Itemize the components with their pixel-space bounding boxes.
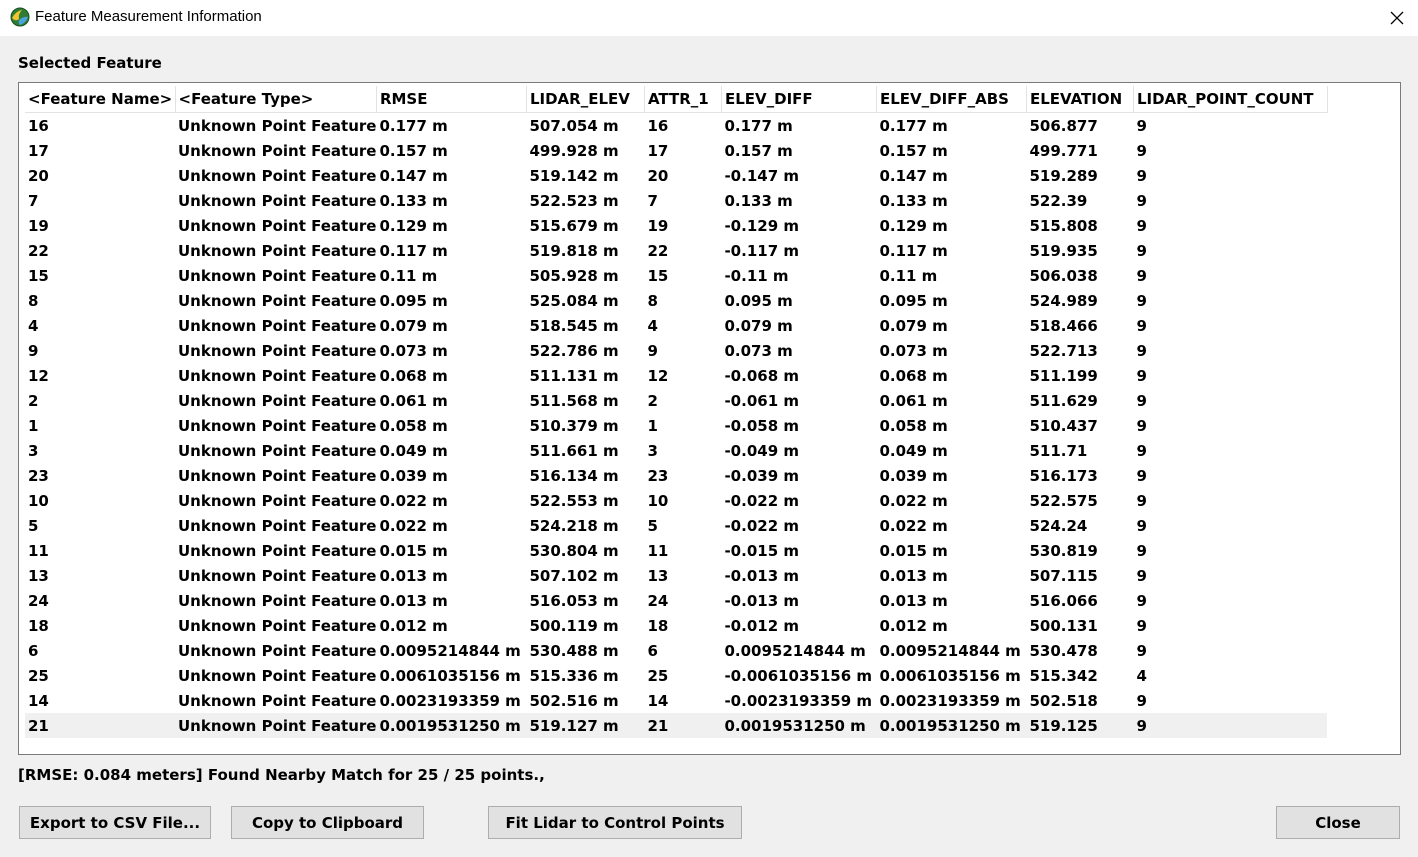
table-cell: 0.133 m xyxy=(879,191,948,210)
table-cell: 7 xyxy=(647,191,658,210)
table-row[interactable] xyxy=(25,213,1327,238)
table-cell: 23 xyxy=(28,466,49,485)
table-cell: 0.068 m xyxy=(879,366,948,385)
table-cell: Unknown Point Feature xyxy=(178,416,377,435)
table-cell: 0.0061035156 m xyxy=(879,666,1021,685)
table-cell: Unknown Point Feature xyxy=(178,516,377,535)
table-cell: 0.0019531250 m xyxy=(876,713,1026,738)
table-cell: 25 xyxy=(28,666,49,685)
table-cell: 13 xyxy=(647,566,669,585)
table-cell: 519.125 xyxy=(1026,713,1133,738)
table-cell: 0.022 m xyxy=(879,491,948,510)
table-cell: 6 xyxy=(28,641,39,660)
table-cell: 0.079 m xyxy=(879,316,948,335)
table-cell: Unknown Point Feature xyxy=(178,241,377,260)
table-row[interactable] xyxy=(25,163,1327,188)
table-cell: 524.989 xyxy=(1029,291,1098,310)
table-cell: 0.095 m xyxy=(379,291,448,310)
column-header[interactable]: ELEVATION xyxy=(1026,86,1133,113)
table-cell: 0.049 m xyxy=(379,441,448,460)
table-cell: -0.022 m xyxy=(724,491,799,510)
table-row[interactable] xyxy=(25,663,1327,688)
table-cell: 511.199 xyxy=(1029,366,1098,385)
table-cell: 0.177 m xyxy=(379,116,448,135)
table-cell: 21 xyxy=(644,713,721,738)
table-cell: Unknown Point Feature xyxy=(178,441,377,460)
table-row[interactable] xyxy=(25,263,1327,288)
table-cell: 9 xyxy=(1136,216,1147,235)
table-cell: 23 xyxy=(647,466,669,485)
table-cell: 9 xyxy=(1136,341,1147,360)
table-cell: 5 xyxy=(28,516,39,535)
table-cell: 0.073 m xyxy=(724,341,793,360)
table-cell: 507.054 m xyxy=(529,116,619,135)
close-icon[interactable] xyxy=(1383,4,1411,32)
table-cell: 518.466 xyxy=(1029,316,1098,335)
table-cell: 20 xyxy=(647,166,669,185)
table-cell: 9 xyxy=(1136,166,1147,185)
table-cell: 9 xyxy=(647,341,658,360)
table-cell: Unknown Point Feature xyxy=(178,291,377,310)
table-cell: 0.177 m xyxy=(879,116,948,135)
table-cell: Unknown Point Feature xyxy=(178,691,377,710)
table-cell: 515.808 xyxy=(1029,216,1098,235)
table-cell: 499.928 m xyxy=(529,141,619,160)
table-cell: 0.177 m xyxy=(724,116,793,135)
table-cell: 21 xyxy=(25,713,175,738)
table-cell: 0.157 m xyxy=(724,141,793,160)
table-cell: 505.928 m xyxy=(529,266,619,285)
table-cell: 507.115 xyxy=(1029,566,1098,585)
table-cell: 0.061 m xyxy=(879,391,948,410)
table-cell: 516.173 xyxy=(1029,466,1098,485)
table-cell: 0.049 m xyxy=(879,441,948,460)
table-cell: -0.015 m xyxy=(724,541,799,560)
table-cell: 0.0095214844 m xyxy=(379,641,521,660)
table-cell: 16 xyxy=(28,116,49,135)
table-cell: 515.336 m xyxy=(529,666,619,685)
title-bar xyxy=(0,0,1418,36)
table-cell: 530.478 xyxy=(1029,641,1098,660)
table-cell: 0.012 m xyxy=(379,616,448,635)
table-cell: 24 xyxy=(28,591,49,610)
table-cell: 9 xyxy=(1136,541,1147,560)
globe-app-icon xyxy=(10,7,30,27)
table-cell: 0.117 m xyxy=(379,241,448,260)
table-cell: -0.049 m xyxy=(724,441,799,460)
table-cell: Unknown Point Feature xyxy=(178,641,377,660)
column-header[interactable]: <Feature Name> xyxy=(25,86,175,113)
table-cell: 524.218 m xyxy=(529,516,619,535)
table-cell: 0.061 m xyxy=(379,391,448,410)
table-cell: 0.079 m xyxy=(379,316,448,335)
table-cell: -0.061 m xyxy=(724,391,799,410)
table-cell: 15 xyxy=(647,266,669,285)
table-row[interactable] xyxy=(25,363,1327,388)
table-cell: 519.935 xyxy=(1029,241,1098,260)
table-cell: 0.073 m xyxy=(879,341,948,360)
table-cell: 0.039 m xyxy=(879,466,948,485)
table-cell: 1 xyxy=(28,416,39,435)
table-cell: 522.575 xyxy=(1029,491,1098,510)
table-cell: 9 xyxy=(1136,316,1147,335)
table-cell: 522.553 m xyxy=(529,491,619,510)
table-cell: 9 xyxy=(1136,391,1147,410)
table-cell: 14 xyxy=(28,691,49,710)
table-cell: 511.661 m xyxy=(529,441,619,460)
table-cell: 530.488 m xyxy=(529,641,619,660)
table-cell: 0.147 m xyxy=(879,166,948,185)
table-cell: 24 xyxy=(647,591,669,610)
table-cell: 0.073 m xyxy=(379,341,448,360)
table-cell: 0.012 m xyxy=(879,616,948,635)
table-cell: -0.0061035156 m xyxy=(724,666,873,685)
table-header-row xyxy=(25,86,1327,113)
table-body xyxy=(25,113,1327,739)
table-cell: Unknown Point Feature xyxy=(178,166,377,185)
column-header[interactable]: ELEV_DIFF xyxy=(721,86,876,113)
table-cell: 17 xyxy=(647,141,669,160)
table-cell: 518.545 m xyxy=(529,316,619,335)
table-cell: 0.0019531250 m xyxy=(721,713,876,738)
table-cell: 516.066 xyxy=(1029,591,1098,610)
table-cell: 0.11 m xyxy=(879,266,938,285)
table-cell: 8 xyxy=(28,291,39,310)
table-row[interactable] xyxy=(25,638,1327,663)
table-cell: 507.102 m xyxy=(529,566,619,585)
table-cell: 0.147 m xyxy=(379,166,448,185)
table-cell: 10 xyxy=(28,491,49,510)
table-cell: Unknown Point Feature xyxy=(178,466,377,485)
table-cell: 0.129 m xyxy=(379,216,448,235)
table-cell: 0.0023193359 m xyxy=(879,691,1021,710)
table-row[interactable] xyxy=(25,238,1327,263)
table-cell: 0.157 m xyxy=(879,141,948,160)
table-cell: 519.289 xyxy=(1029,166,1098,185)
table-cell: 11 xyxy=(647,541,669,560)
table-row[interactable] xyxy=(25,138,1327,163)
feature-table-frame[interactable] xyxy=(18,82,1401,755)
table-cell: 17 xyxy=(28,141,49,160)
table-cell: 2 xyxy=(647,391,658,410)
table-cell: 0.022 m xyxy=(379,491,448,510)
column-header[interactable]: RMSE xyxy=(376,86,526,113)
table-cell: 2 xyxy=(28,391,39,410)
table-cell: 530.804 m xyxy=(529,541,619,560)
table-cell: 0.013 m xyxy=(879,591,948,610)
window-title: Feature Measurement Information xyxy=(35,8,262,25)
table-cell: 500.119 m xyxy=(529,616,619,635)
feature-table[interactable] xyxy=(25,86,1328,738)
table-cell: Unknown Point Feature xyxy=(178,216,377,235)
table-cell: -0.058 m xyxy=(724,416,799,435)
table-cell: 4 xyxy=(1136,666,1147,685)
table-cell: 0.0019531250 m xyxy=(376,713,526,738)
table-cell: Unknown Point Feature xyxy=(178,116,377,135)
table-row[interactable] xyxy=(25,388,1327,413)
table-cell: 510.379 m xyxy=(529,416,619,435)
table-cell: Unknown Point Feature xyxy=(178,316,377,335)
table-cell: -0.013 m xyxy=(724,566,799,585)
table-cell: 25 xyxy=(647,666,669,685)
column-header[interactable]: LIDAR_ELEV xyxy=(526,86,644,113)
table-cell: 18 xyxy=(647,616,669,635)
table-cell: 10 xyxy=(647,491,669,510)
table-cell: -0.068 m xyxy=(724,366,799,385)
column-header[interactable]: ATTR_1 xyxy=(644,86,721,113)
table-cell: -0.013 m xyxy=(724,591,799,610)
table-cell: 502.516 m xyxy=(529,691,619,710)
table-cell: 4 xyxy=(28,316,39,335)
table-cell: 11 xyxy=(28,541,49,560)
table-cell: 9 xyxy=(1136,491,1147,510)
table-row[interactable] xyxy=(25,188,1327,213)
column-header[interactable]: <Feature Type> xyxy=(175,86,376,113)
table-cell: Unknown Point Feature xyxy=(178,666,377,685)
table-cell: 515.679 m xyxy=(529,216,619,235)
table-cell: Unknown Point Feature xyxy=(178,341,377,360)
table-cell: 0.015 m xyxy=(879,541,948,560)
table-cell: 511.131 m xyxy=(529,366,619,385)
table-row[interactable] xyxy=(25,438,1327,463)
table-cell: 9 xyxy=(28,341,39,360)
table-cell: 511.629 xyxy=(1029,391,1098,410)
table-cell: 500.131 xyxy=(1029,616,1098,635)
table-cell: Unknown Point Feature xyxy=(178,366,377,385)
table-cell: Unknown Point Feature xyxy=(178,541,377,560)
table-cell: 511.568 m xyxy=(529,391,619,410)
table-cell: 519.127 m xyxy=(526,713,644,738)
table-row[interactable] xyxy=(25,338,1327,363)
close-button[interactable]: Close xyxy=(1276,806,1400,839)
table-cell: 22 xyxy=(28,241,49,260)
table-cell: 9 xyxy=(1136,241,1147,260)
table-cell: -0.129 m xyxy=(724,216,799,235)
table-cell: 0.133 m xyxy=(724,191,793,210)
table-row[interactable] xyxy=(25,113,1327,139)
group-label: Selected Feature xyxy=(18,54,162,72)
table-cell: -0.117 m xyxy=(724,241,799,260)
table-row[interactable] xyxy=(25,413,1327,438)
table-cell: 9 xyxy=(1136,416,1147,435)
table-cell: 0.0061035156 m xyxy=(379,666,521,685)
table-cell: 13 xyxy=(28,566,49,585)
table-cell: 9 xyxy=(1136,566,1147,585)
table-cell: 522.786 m xyxy=(529,341,619,360)
table-cell: 9 xyxy=(1136,516,1147,535)
table-cell: 4 xyxy=(647,316,658,335)
table-cell: 9 xyxy=(1136,141,1147,160)
table-cell: 0.095 m xyxy=(879,291,948,310)
table-cell: 19 xyxy=(28,216,49,235)
table-cell: 9 xyxy=(1133,713,1327,738)
export-csv-button[interactable]: Export to CSV File... xyxy=(19,806,211,839)
table-cell: Unknown Point Feature xyxy=(178,391,377,410)
table-cell: 0.013 m xyxy=(879,566,948,585)
table-cell: 0.058 m xyxy=(879,416,948,435)
table-cell: Unknown Point Feature xyxy=(175,713,376,738)
table-cell: 7 xyxy=(28,191,39,210)
table-cell: Unknown Point Feature xyxy=(178,491,377,510)
table-cell: -0.039 m xyxy=(724,466,799,485)
table-cell: 519.818 m xyxy=(529,241,619,260)
table-cell: 515.342 xyxy=(1029,666,1098,685)
table-cell: 0.058 m xyxy=(379,416,448,435)
table-cell: 9 xyxy=(1136,266,1147,285)
table-cell: 0.133 m xyxy=(379,191,448,210)
table-cell: 506.877 xyxy=(1029,116,1098,135)
copy-clipboard-button[interactable]: Copy to Clipboard xyxy=(231,806,424,839)
table-cell: 0.039 m xyxy=(379,466,448,485)
table-cell: 522.39 xyxy=(1029,191,1088,210)
table-row[interactable] xyxy=(25,563,1327,588)
table-cell: 522.523 m xyxy=(529,191,619,210)
table-cell: 0.11 m xyxy=(379,266,438,285)
table-cell: 3 xyxy=(647,441,658,460)
table-cell: 519.142 m xyxy=(529,166,619,185)
table-cell: 9 xyxy=(1136,366,1147,385)
table-cell: 511.71 xyxy=(1029,441,1088,460)
table-cell: 516.134 m xyxy=(529,466,619,485)
table-cell: 1 xyxy=(647,416,658,435)
table-cell: 9 xyxy=(1136,441,1147,460)
table-cell: Unknown Point Feature xyxy=(178,566,377,585)
table-cell: 0.0023193359 m xyxy=(379,691,521,710)
table-cell: 3 xyxy=(28,441,39,460)
table-row[interactable] xyxy=(25,288,1327,313)
table-cell: -0.11 m xyxy=(724,266,789,285)
table-cell: 0.117 m xyxy=(879,241,948,260)
table-cell: 8 xyxy=(647,291,658,310)
table-cell: 6 xyxy=(647,641,658,660)
table-cell: 0.013 m xyxy=(379,591,448,610)
table-cell: Unknown Point Feature xyxy=(178,141,377,160)
table-cell: Unknown Point Feature xyxy=(178,591,377,610)
table-cell: 9 xyxy=(1136,641,1147,660)
table-row[interactable] xyxy=(25,538,1327,563)
table-cell: 19 xyxy=(647,216,669,235)
table-cell: 0.022 m xyxy=(379,516,448,535)
table-row[interactable] xyxy=(25,488,1327,513)
table-cell: 9 xyxy=(1136,291,1147,310)
table-cell: 0.157 m xyxy=(379,141,448,160)
table-cell: 0.022 m xyxy=(879,516,948,535)
table-cell: -0.147 m xyxy=(724,166,799,185)
table-cell: 15 xyxy=(28,266,49,285)
table-cell: 9 xyxy=(1136,616,1147,635)
table-cell: 0.079 m xyxy=(724,316,793,335)
table-cell: 12 xyxy=(28,366,49,385)
table-cell: 0.0095214844 m xyxy=(724,641,866,660)
table-cell: 525.084 m xyxy=(529,291,619,310)
table-cell: -0.012 m xyxy=(724,616,799,635)
table-row[interactable] xyxy=(25,713,1327,738)
table-cell: Unknown Point Feature xyxy=(178,191,377,210)
table-cell: 516.053 m xyxy=(529,591,619,610)
table-cell: 530.819 xyxy=(1029,541,1098,560)
status-text: [RMSE: 0.084 meters] Found Nearby Match for 25 / 25 points., xyxy=(18,766,545,784)
table-row[interactable] xyxy=(25,688,1327,713)
table-cell: -0.022 m xyxy=(724,516,799,535)
table-cell: 20 xyxy=(28,166,49,185)
table-cell: Unknown Point Feature xyxy=(178,266,377,285)
table-cell: 9 xyxy=(1136,691,1147,710)
fit-lidar-button[interactable]: Fit Lidar to Control Points xyxy=(488,806,742,839)
table-row[interactable] xyxy=(25,613,1327,638)
column-header[interactable]: ELEV_DIFF_ABS xyxy=(876,86,1026,113)
table-cell: 0.013 m xyxy=(379,566,448,585)
table-row[interactable] xyxy=(25,588,1327,613)
table-cell: 12 xyxy=(647,366,669,385)
table-row[interactable] xyxy=(25,463,1327,488)
table-cell: 9 xyxy=(1136,116,1147,135)
table-row[interactable] xyxy=(25,313,1327,338)
table-cell: 18 xyxy=(28,616,49,635)
table-cell: 524.24 xyxy=(1029,516,1088,535)
table-cell: -0.0023193359 m xyxy=(724,691,873,710)
table-cell: 522.713 xyxy=(1029,341,1098,360)
table-cell: 0.095 m xyxy=(724,291,793,310)
table-cell: 9 xyxy=(1136,191,1147,210)
table-cell: 16 xyxy=(647,116,669,135)
table-row[interactable] xyxy=(25,513,1327,538)
table-cell: 5 xyxy=(647,516,658,535)
table-cell: Unknown Point Feature xyxy=(178,616,377,635)
table-cell: 506.038 xyxy=(1029,266,1098,285)
table-cell: 9 xyxy=(1136,466,1147,485)
table-cell: 0.068 m xyxy=(379,366,448,385)
table-cell: 510.437 xyxy=(1029,416,1098,435)
table-cell: 9 xyxy=(1136,591,1147,610)
table-cell: 14 xyxy=(647,691,669,710)
table-cell: 502.518 xyxy=(1029,691,1098,710)
table-cell: 0.0095214844 m xyxy=(879,641,1021,660)
table-cell: 0.129 m xyxy=(879,216,948,235)
column-header[interactable]: LIDAR_POINT_COUNT xyxy=(1133,86,1327,113)
table-cell: 499.771 xyxy=(1029,141,1098,160)
table-cell: 0.015 m xyxy=(379,541,448,560)
table-cell: 22 xyxy=(647,241,669,260)
